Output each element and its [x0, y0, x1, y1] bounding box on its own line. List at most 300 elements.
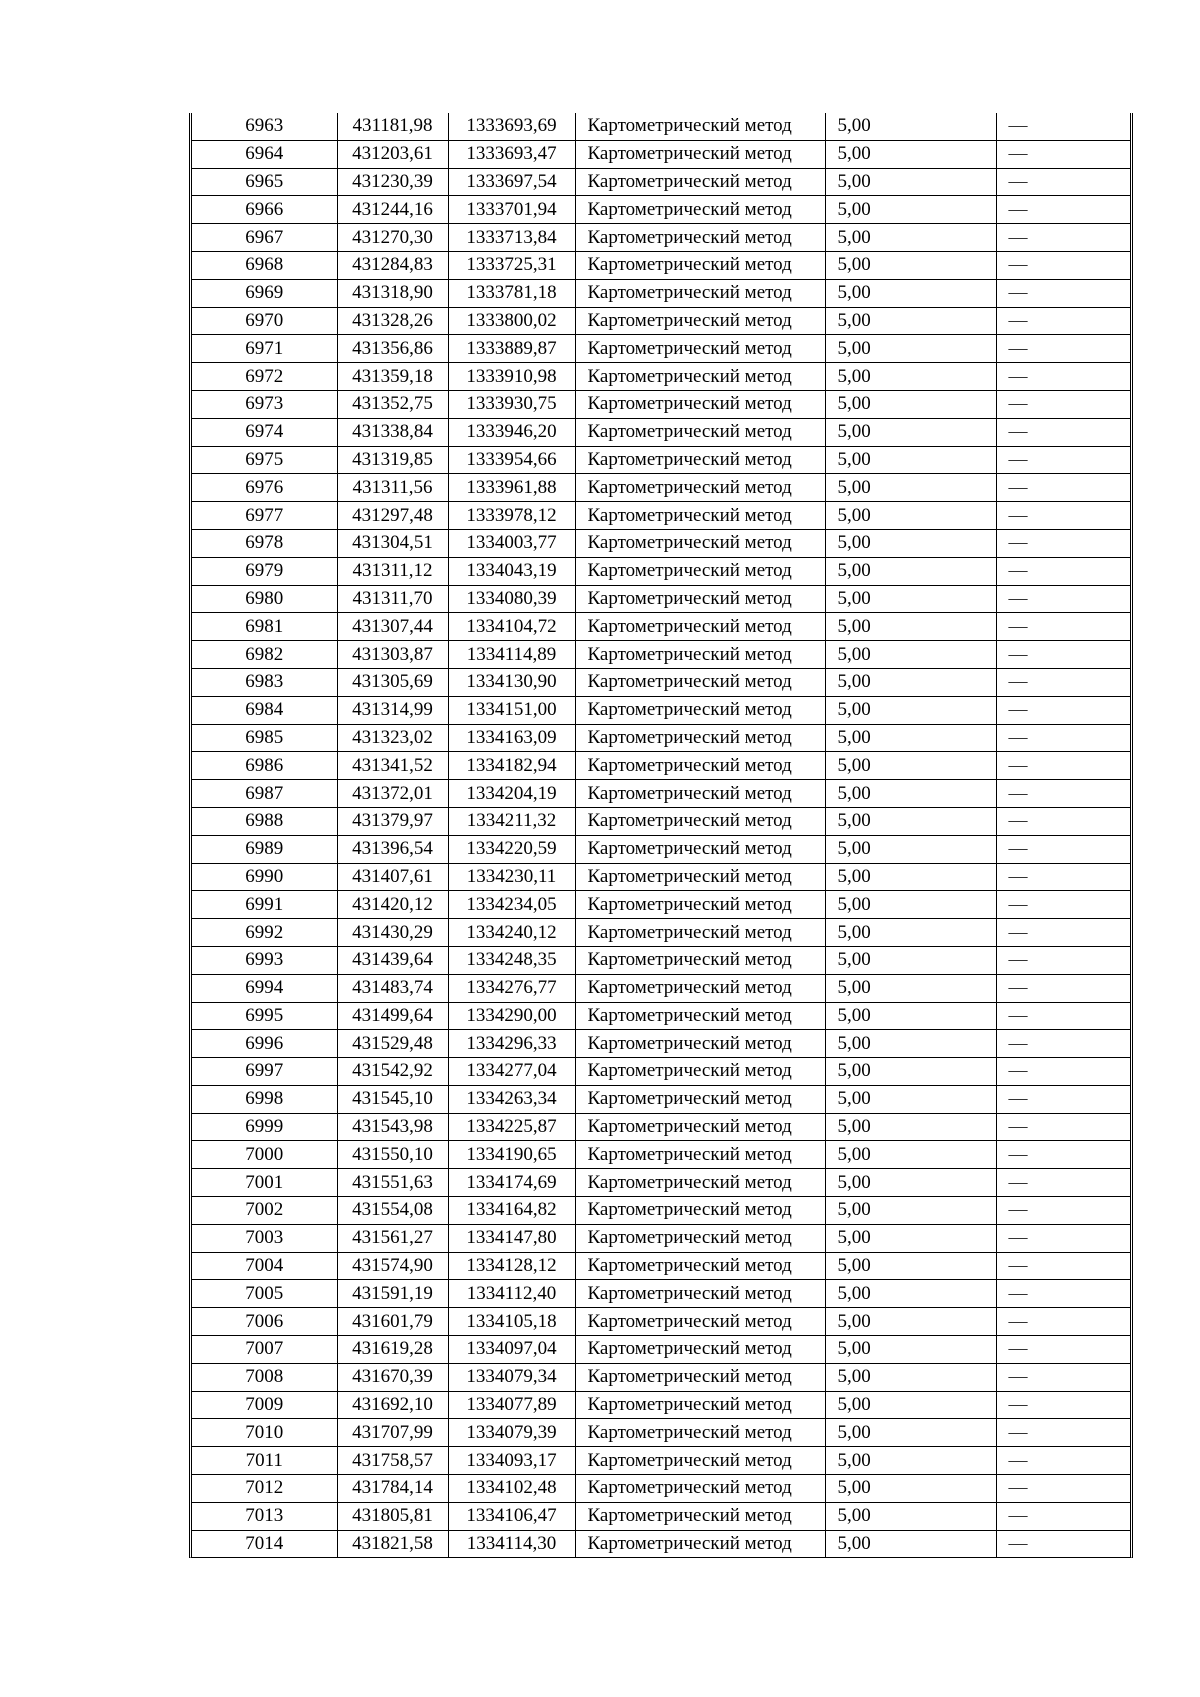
point-number-cell: 6984 [192, 696, 337, 724]
point-number-cell: 6983 [192, 668, 337, 696]
table-row [192, 974, 1130, 1002]
method-cell: Картометрический метод [575, 1252, 825, 1280]
precision-cell: 5,00 [825, 168, 996, 196]
x-coordinate-cell: 431692,10 [337, 1391, 448, 1419]
table-row [192, 1141, 1130, 1169]
precision-cell: 5,00 [825, 1085, 996, 1113]
x-coordinate-cell: 431805,81 [337, 1502, 448, 1530]
precision-cell: 5,00 [825, 224, 996, 252]
y-coordinate-cell: 1334147,80 [448, 1224, 575, 1252]
point-number-cell: 6975 [192, 446, 337, 474]
table-row [192, 224, 1130, 252]
point-number-cell: 6971 [192, 335, 337, 363]
method-cell: Картометрический метод [575, 1502, 825, 1530]
precision-cell: 5,00 [825, 946, 996, 974]
y-coordinate-cell: 1334114,30 [448, 1530, 575, 1557]
table-row [192, 807, 1130, 835]
x-coordinate-cell: 431314,99 [337, 696, 448, 724]
method-cell: Картометрический метод [575, 752, 825, 780]
precision-cell: 5,00 [825, 974, 996, 1002]
method-cell: Картометрический метод [575, 474, 825, 502]
point-number-cell: 6999 [192, 1113, 337, 1141]
y-coordinate-cell: 1334077,89 [448, 1391, 575, 1419]
point-number-cell: 6965 [192, 168, 337, 196]
precision-cell: 5,00 [825, 196, 996, 224]
point-number-cell: 6987 [192, 780, 337, 808]
table-row [192, 613, 1130, 641]
precision-cell: 5,00 [825, 835, 996, 863]
x-coordinate-cell: 431203,61 [337, 140, 448, 168]
point-number-cell: 6995 [192, 1002, 337, 1030]
method-cell: Картометрический метод [575, 1085, 825, 1113]
description-cell: — [996, 1141, 1130, 1169]
x-coordinate-cell: 431542,92 [337, 1058, 448, 1086]
x-coordinate-cell: 431328,26 [337, 307, 448, 335]
y-coordinate-cell: 1333978,12 [448, 502, 575, 530]
description-cell: — [996, 1002, 1130, 1030]
point-number-cell: 7004 [192, 1252, 337, 1280]
table-row [192, 502, 1130, 530]
y-coordinate-cell: 1334225,87 [448, 1113, 575, 1141]
y-coordinate-cell: 1334079,39 [448, 1419, 575, 1447]
point-number-cell: 6981 [192, 613, 337, 641]
table-row [192, 390, 1130, 418]
method-cell: Картометрический метод [575, 1530, 825, 1557]
x-coordinate-cell: 431420,12 [337, 891, 448, 919]
point-number-cell: 6974 [192, 418, 337, 446]
description-cell: — [996, 1336, 1130, 1364]
y-coordinate-cell: 1333910,98 [448, 363, 575, 391]
method-cell: Картометрический метод [575, 1197, 825, 1225]
y-coordinate-cell: 1333697,54 [448, 168, 575, 196]
table-row [192, 780, 1130, 808]
x-coordinate-cell: 431230,39 [337, 168, 448, 196]
method-cell: Картометрический метод [575, 585, 825, 613]
x-coordinate-cell: 431407,61 [337, 863, 448, 891]
y-coordinate-cell: 1334164,82 [448, 1197, 575, 1225]
method-cell: Картометрический метод [575, 529, 825, 557]
precision-cell: 5,00 [825, 1280, 996, 1308]
y-coordinate-cell: 1334290,00 [448, 1002, 575, 1030]
x-coordinate-cell: 431244,16 [337, 196, 448, 224]
method-cell: Картометрический метод [575, 1363, 825, 1391]
method-cell: Картометрический метод [575, 1113, 825, 1141]
table-row [192, 1085, 1130, 1113]
precision-cell: 5,00 [825, 251, 996, 279]
description-cell: — [996, 585, 1130, 613]
y-coordinate-cell: 1333693,47 [448, 140, 575, 168]
precision-cell: 5,00 [825, 307, 996, 335]
y-coordinate-cell: 1334204,19 [448, 780, 575, 808]
table-row [192, 1113, 1130, 1141]
point-number-cell: 6993 [192, 946, 337, 974]
method-cell: Картометрический метод [575, 251, 825, 279]
description-cell: — [996, 1169, 1130, 1197]
precision-cell: 5,00 [825, 1336, 996, 1364]
description-cell: — [996, 446, 1130, 474]
method-cell: Картометрический метод [575, 1308, 825, 1336]
x-coordinate-cell: 431307,44 [337, 613, 448, 641]
point-number-cell: 7013 [192, 1502, 337, 1530]
y-coordinate-cell: 1333781,18 [448, 279, 575, 307]
point-number-cell: 6970 [192, 307, 337, 335]
description-cell: — [996, 1197, 1130, 1225]
table-row [192, 696, 1130, 724]
x-coordinate-cell: 431311,12 [337, 557, 448, 585]
x-coordinate-cell: 431270,30 [337, 224, 448, 252]
y-coordinate-cell: 1334043,19 [448, 557, 575, 585]
method-cell: Картометрический метод [575, 724, 825, 752]
y-coordinate-cell: 1334003,77 [448, 529, 575, 557]
precision-cell: 5,00 [825, 1530, 996, 1557]
precision-cell: 5,00 [825, 1447, 996, 1475]
description-cell: — [996, 1502, 1130, 1530]
description-cell: — [996, 1252, 1130, 1280]
description-cell: — [996, 696, 1130, 724]
precision-cell: 5,00 [825, 585, 996, 613]
y-coordinate-cell: 1333701,94 [448, 196, 575, 224]
method-cell: Картометрический метод [575, 557, 825, 585]
precision-cell: 5,00 [825, 279, 996, 307]
table-row [192, 1002, 1130, 1030]
table-row [192, 1336, 1130, 1364]
method-cell: Картометрический метод [575, 1336, 825, 1364]
precision-cell: 5,00 [825, 1224, 996, 1252]
description-cell: — [996, 1530, 1130, 1557]
x-coordinate-cell: 431359,18 [337, 363, 448, 391]
method-cell: Картометрический метод [575, 835, 825, 863]
y-coordinate-cell: 1334276,77 [448, 974, 575, 1002]
table-row [192, 307, 1130, 335]
method-cell: Картометрический метод [575, 613, 825, 641]
x-coordinate-cell: 431550,10 [337, 1141, 448, 1169]
table-row [192, 1169, 1130, 1197]
precision-cell: 5,00 [825, 1113, 996, 1141]
x-coordinate-cell: 431591,19 [337, 1280, 448, 1308]
method-cell: Картометрический метод [575, 335, 825, 363]
table-row [192, 1447, 1130, 1475]
point-number-cell: 7011 [192, 1447, 337, 1475]
precision-cell: 5,00 [825, 807, 996, 835]
point-number-cell: 7000 [192, 1141, 337, 1169]
y-coordinate-cell: 1333725,31 [448, 251, 575, 279]
y-coordinate-cell: 1334182,94 [448, 752, 575, 780]
description-cell: — [996, 1391, 1130, 1419]
y-coordinate-cell: 1334080,39 [448, 585, 575, 613]
x-coordinate-cell: 431670,39 [337, 1363, 448, 1391]
description-cell: — [996, 780, 1130, 808]
point-number-cell: 6980 [192, 585, 337, 613]
precision-cell: 5,00 [825, 724, 996, 752]
description-cell: — [996, 613, 1130, 641]
point-number-cell: 7010 [192, 1419, 337, 1447]
method-cell: Картометрический метод [575, 1280, 825, 1308]
description-cell: — [996, 919, 1130, 947]
table-row [192, 279, 1130, 307]
description-cell: — [996, 1447, 1130, 1475]
description-cell: — [996, 724, 1130, 752]
point-number-cell: 6997 [192, 1058, 337, 1086]
table-row [192, 529, 1130, 557]
table-row [192, 585, 1130, 613]
y-coordinate-cell: 1333713,84 [448, 224, 575, 252]
method-cell: Картометрический метод [575, 307, 825, 335]
point-number-cell: 6989 [192, 835, 337, 863]
method-cell: Картометрический метод [575, 1419, 825, 1447]
x-coordinate-cell: 431574,90 [337, 1252, 448, 1280]
table-row [192, 196, 1130, 224]
table-row [192, 752, 1130, 780]
y-coordinate-cell: 1334190,65 [448, 1141, 575, 1169]
method-cell: Картометрический метод [575, 1224, 825, 1252]
table-row [192, 1475, 1130, 1503]
table-row [192, 863, 1130, 891]
table-row [192, 168, 1130, 196]
x-coordinate-cell: 431554,08 [337, 1197, 448, 1225]
x-coordinate-cell: 431311,70 [337, 585, 448, 613]
table-row [192, 919, 1130, 947]
method-cell: Картометрический метод [575, 641, 825, 669]
method-cell: Картометрический метод [575, 780, 825, 808]
x-coordinate-cell: 431356,86 [337, 335, 448, 363]
description-cell: — [996, 224, 1130, 252]
method-cell: Картометрический метод [575, 1141, 825, 1169]
x-coordinate-cell: 431619,28 [337, 1336, 448, 1364]
point-number-cell: 6996 [192, 1030, 337, 1058]
precision-cell: 5,00 [825, 1363, 996, 1391]
point-number-cell: 6972 [192, 363, 337, 391]
precision-cell: 5,00 [825, 1391, 996, 1419]
precision-cell: 5,00 [825, 557, 996, 585]
x-coordinate-cell: 431601,79 [337, 1308, 448, 1336]
description-cell: — [996, 113, 1130, 140]
precision-cell: 5,00 [825, 363, 996, 391]
description-cell: — [996, 196, 1130, 224]
method-cell: Картометрический метод [575, 807, 825, 835]
description-cell: — [996, 307, 1130, 335]
y-coordinate-cell: 1334248,35 [448, 946, 575, 974]
y-coordinate-cell: 1334277,04 [448, 1058, 575, 1086]
x-coordinate-cell: 431821,58 [337, 1530, 448, 1557]
y-coordinate-cell: 1333930,75 [448, 390, 575, 418]
y-coordinate-cell: 1334106,47 [448, 1502, 575, 1530]
table-row [192, 1363, 1130, 1391]
table-row [192, 446, 1130, 474]
table-row [192, 363, 1130, 391]
description-cell: — [996, 1085, 1130, 1113]
table-row [192, 1308, 1130, 1336]
point-number-cell: 6985 [192, 724, 337, 752]
description-cell: — [996, 390, 1130, 418]
x-coordinate-cell: 431318,90 [337, 279, 448, 307]
x-coordinate-cell: 431545,10 [337, 1085, 448, 1113]
point-number-cell: 7003 [192, 1224, 337, 1252]
method-cell: Картометрический метод [575, 196, 825, 224]
precision-cell: 5,00 [825, 752, 996, 780]
precision-cell: 5,00 [825, 113, 996, 140]
precision-cell: 5,00 [825, 919, 996, 947]
point-number-cell: 7014 [192, 1530, 337, 1557]
y-coordinate-cell: 1334128,12 [448, 1252, 575, 1280]
x-coordinate-cell: 431297,48 [337, 502, 448, 530]
precision-cell: 5,00 [825, 502, 996, 530]
description-cell: — [996, 835, 1130, 863]
x-coordinate-cell: 431352,75 [337, 390, 448, 418]
description-cell: — [996, 418, 1130, 446]
table-row [192, 1502, 1130, 1530]
point-number-cell: 6998 [192, 1085, 337, 1113]
precision-cell: 5,00 [825, 780, 996, 808]
y-coordinate-cell: 1334112,40 [448, 1280, 575, 1308]
point-number-cell: 6967 [192, 224, 337, 252]
method-cell: Картометрический метод [575, 446, 825, 474]
method-cell: Картометрический метод [575, 696, 825, 724]
y-coordinate-cell: 1334296,33 [448, 1030, 575, 1058]
y-coordinate-cell: 1333961,88 [448, 474, 575, 502]
x-coordinate-cell: 431303,87 [337, 641, 448, 669]
x-coordinate-cell: 431181,98 [337, 113, 448, 140]
point-number-cell: 6977 [192, 502, 337, 530]
y-coordinate-cell: 1334105,18 [448, 1308, 575, 1336]
x-coordinate-cell: 431304,51 [337, 529, 448, 557]
y-coordinate-cell: 1334097,04 [448, 1336, 575, 1364]
x-coordinate-cell: 431430,29 [337, 919, 448, 947]
point-number-cell: 6988 [192, 807, 337, 835]
precision-cell: 5,00 [825, 1141, 996, 1169]
method-cell: Картометрический метод [575, 1447, 825, 1475]
method-cell: Картометрический метод [575, 279, 825, 307]
method-cell: Картометрический метод [575, 1391, 825, 1419]
description-cell: — [996, 529, 1130, 557]
method-cell: Картометрический метод [575, 1030, 825, 1058]
description-cell: — [996, 502, 1130, 530]
method-cell: Картометрический метод [575, 946, 825, 974]
method-cell: Картометрический метод [575, 919, 825, 947]
description-cell: — [996, 1113, 1130, 1141]
description-cell: — [996, 807, 1130, 835]
table-row [192, 1280, 1130, 1308]
x-coordinate-cell: 431319,85 [337, 446, 448, 474]
description-cell: — [996, 557, 1130, 585]
x-coordinate-cell: 431341,52 [337, 752, 448, 780]
table-row [192, 113, 1130, 140]
x-coordinate-cell: 431323,02 [337, 724, 448, 752]
x-coordinate-cell: 431379,97 [337, 807, 448, 835]
y-coordinate-cell: 1334263,34 [448, 1085, 575, 1113]
table-row [192, 1030, 1130, 1058]
y-coordinate-cell: 1333800,02 [448, 307, 575, 335]
table-row [192, 335, 1130, 363]
y-coordinate-cell: 1334234,05 [448, 891, 575, 919]
table-row [192, 1419, 1130, 1447]
table-row [192, 641, 1130, 669]
y-coordinate-cell: 1334093,17 [448, 1447, 575, 1475]
precision-cell: 5,00 [825, 1169, 996, 1197]
precision-cell: 5,00 [825, 1002, 996, 1030]
method-cell: Картометрический метод [575, 863, 825, 891]
point-number-cell: 6966 [192, 196, 337, 224]
point-number-cell: 6982 [192, 641, 337, 669]
point-number-cell: 6990 [192, 863, 337, 891]
precision-cell: 5,00 [825, 668, 996, 696]
precision-cell: 5,00 [825, 446, 996, 474]
description-cell: — [996, 641, 1130, 669]
precision-cell: 5,00 [825, 1058, 996, 1086]
table-row [192, 724, 1130, 752]
precision-cell: 5,00 [825, 696, 996, 724]
precision-cell: 5,00 [825, 1308, 996, 1336]
method-cell: Картометрический метод [575, 1169, 825, 1197]
description-cell: — [996, 1363, 1130, 1391]
table-row [192, 140, 1130, 168]
precision-cell: 5,00 [825, 613, 996, 641]
description-cell: — [996, 974, 1130, 1002]
y-coordinate-cell: 1334104,72 [448, 613, 575, 641]
x-coordinate-cell: 431758,57 [337, 1447, 448, 1475]
precision-cell: 5,00 [825, 863, 996, 891]
precision-cell: 5,00 [825, 1197, 996, 1225]
description-cell: — [996, 1280, 1130, 1308]
method-cell: Картометрический метод [575, 390, 825, 418]
y-coordinate-cell: 1334130,90 [448, 668, 575, 696]
description-cell: — [996, 891, 1130, 919]
description-cell: — [996, 668, 1130, 696]
method-cell: Картометрический метод [575, 140, 825, 168]
description-cell: — [996, 140, 1130, 168]
table-row [192, 835, 1130, 863]
y-coordinate-cell: 1333889,87 [448, 335, 575, 363]
description-cell: — [996, 1475, 1130, 1503]
precision-cell: 5,00 [825, 1030, 996, 1058]
point-number-cell: 6963 [192, 113, 337, 140]
method-cell: Картометрический метод [575, 1002, 825, 1030]
description-cell: — [996, 1058, 1130, 1086]
table-row [192, 891, 1130, 919]
x-coordinate-cell: 431707,99 [337, 1419, 448, 1447]
point-number-cell: 6976 [192, 474, 337, 502]
precision-cell: 5,00 [825, 1419, 996, 1447]
precision-cell: 5,00 [825, 1475, 996, 1503]
x-coordinate-cell: 431311,56 [337, 474, 448, 502]
x-coordinate-cell: 431499,64 [337, 1002, 448, 1030]
x-coordinate-cell: 431284,83 [337, 251, 448, 279]
point-number-cell: 6964 [192, 140, 337, 168]
point-number-cell: 6973 [192, 390, 337, 418]
x-coordinate-cell: 431784,14 [337, 1475, 448, 1503]
coordinates-table-body [192, 113, 1130, 1557]
x-coordinate-cell: 431305,69 [337, 668, 448, 696]
precision-cell: 5,00 [825, 474, 996, 502]
x-coordinate-cell: 431372,01 [337, 780, 448, 808]
point-number-cell: 7001 [192, 1169, 337, 1197]
description-cell: — [996, 1030, 1130, 1058]
description-cell: — [996, 1308, 1130, 1336]
table-row [192, 418, 1130, 446]
coordinates-table [192, 113, 1130, 1557]
x-coordinate-cell: 431561,27 [337, 1224, 448, 1252]
y-coordinate-cell: 1333954,66 [448, 446, 575, 474]
point-number-cell: 7008 [192, 1363, 337, 1391]
precision-cell: 5,00 [825, 140, 996, 168]
x-coordinate-cell: 431551,63 [337, 1169, 448, 1197]
point-number-cell: 7012 [192, 1475, 337, 1503]
precision-cell: 5,00 [825, 1252, 996, 1280]
y-coordinate-cell: 1334151,00 [448, 696, 575, 724]
x-coordinate-cell: 431529,48 [337, 1030, 448, 1058]
table-row [192, 1391, 1130, 1419]
method-cell: Картометрический метод [575, 418, 825, 446]
point-number-cell: 6968 [192, 251, 337, 279]
